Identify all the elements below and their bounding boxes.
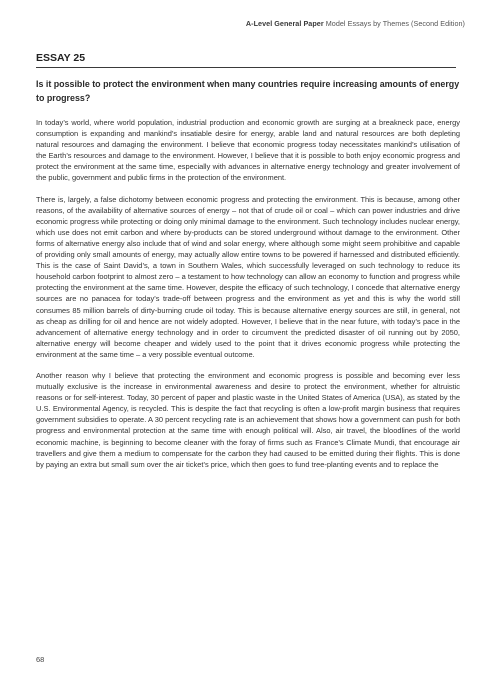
paragraph-1: In today’s world, where world population, industrial production and economic growth are surging at a breakneck pace, energy consumption is expanding and mankind’s insatiable desire for energy, arable land and natural resources are both depleting natural resources and damaging the environment. I believe that economic progress today necessitates mankind’s utilisation of the Earth’s resources and damage to the environment. However, I believe that it is possible to both enjoy economic progress and protect the environment at the same time, especially with advances in alternative energy technology and greater involvement of the public, government and public firms in the protection of the environment. [36,118,460,183]
essay-question: Is it possible to protect the environment when many countries require increasing amounts of energy to progress? [36,79,460,103]
essay-body [36,117,460,480]
book-title: A-Level General Paper [245,19,324,28]
page-number: 68 [36,655,45,664]
essay-number-heading: ESSAY 25 [36,52,86,64]
paragraph-3: Another reason why I believe that protecting the environment and economic progress is possible and becoming ever less mutually exclusive is the increase in environmental awareness and desire to protect the environment, whether for altruistic reasons or for self-interest. Today, 30 percent of paper and plastic waste in the United States of America (USA), as stated by the U.S. Environmental Agency, is recycled. This is despite the fact that recycling is often a low-profit margin business that requires government subsidies to operate. A 30 percent recycling rate is an achievement that shows how a government can push for both progress and environmental protection at the same time with enough political will. Also, air travel, the bloodlines of the world economic machine, is beginning to become cleaner with the foray of firms such as France’s Climate Mundi, that encourage air travellers and give them a medium to compensate for the carbon they had caused to be emitted during their flights. This is done by paying an extra but small sum over the air ticket’s price, which then goes to fund tree-planting events and to replace the [36,370,460,469]
book-subtitle: Model Essays by Themes (Second Edition) [325,19,465,28]
heading-divider [36,67,456,68]
running-header [246,19,465,28]
paragraph-2: There is, largely, a false dichotomy between economic progress and protecting the environment. This is because, among other reasons, of the availability of alternative sources of energy – not that of crude oil or coal – which can power industries and drive economic progress while protecting or doing only minimal damage to the environment. Such technology includes nuclear energy, which use does not emit carbon and where by-products can be stored underground without damage to the environment. Other forms of alternative energy also include that of wind and solar energy, where although some might seem prohibitive and capable of providing only small amounts of energy, may actually allow entire towns to be powered if harnessed and distributed efficiently. This is the case of Saint David’s, a town in Southern Wales, which successfully leveraged on such technology to reduce its household carbon footprint to almost zero – a testament to how technology can allow an economy to function and progress while protecting the environment at the same time. However, despite the efficacy of such technology, I concede that alternative energy sources are no panacea for today’s trade-off between progress and the environment as yet and this is why the world still consumes 85 million barrels of dirty-burning crude oil today. This is because alternative energy sources are still, in general, not as cheap as drilling for oil and hence are not widely adopted. However, I believe that in the near future, with today’s pace in the advancement of alternative energy technology and in order to circumvent the predicted disaster of oil running out by 2050, alternative energy will become cheaper and widely used to the point that it drives economic progress while protecting the environment at the same time – a very possible eventual outcome. [36,194,460,359]
